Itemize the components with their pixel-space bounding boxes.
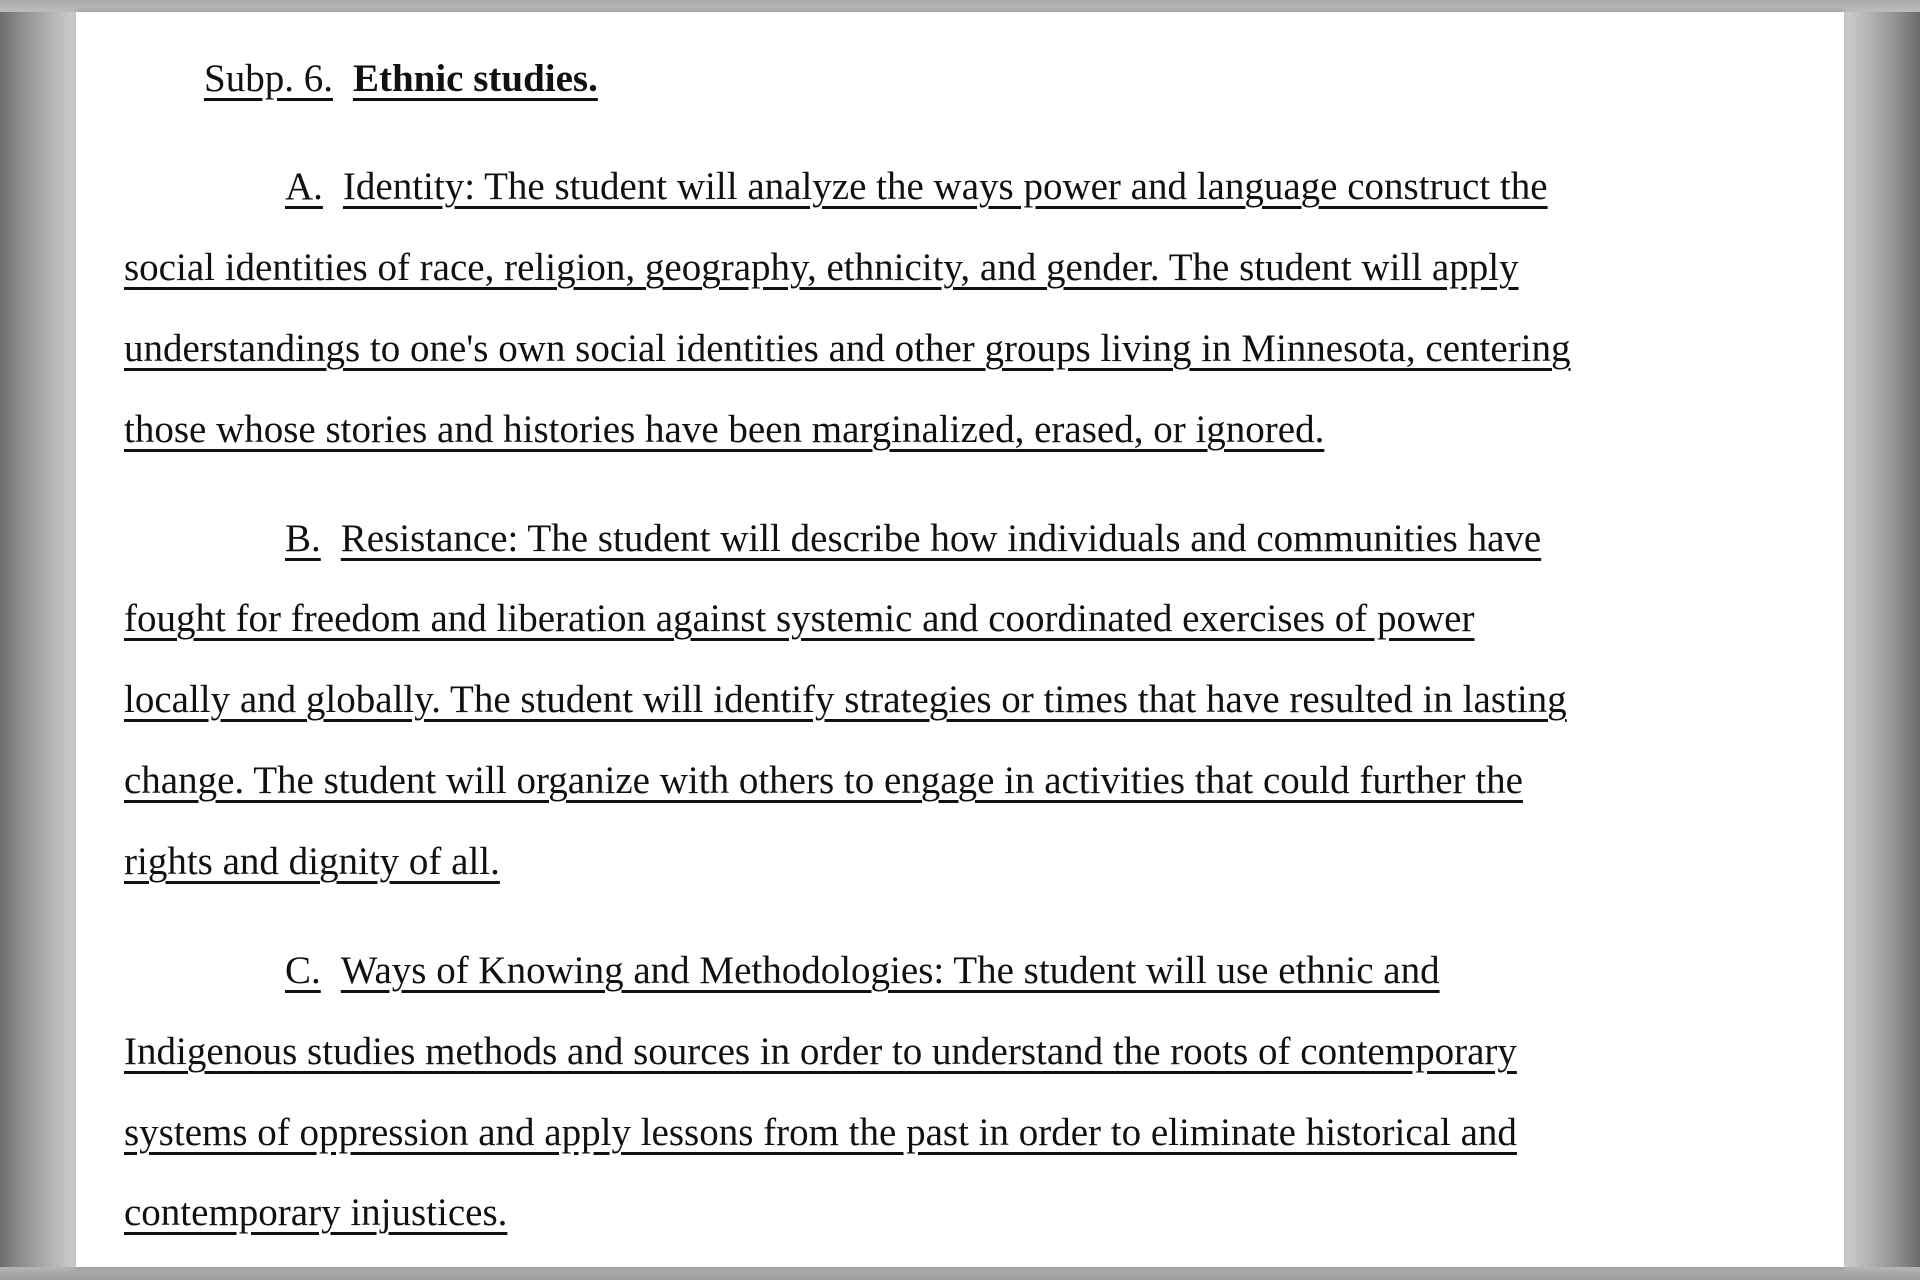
- subpart-heading: [204, 56, 598, 102]
- item-c-label: C.: [285, 949, 321, 992]
- document-page: [76, 12, 1844, 1267]
- background-frame-bottom: [0, 1267, 1920, 1280]
- item-c-line-2: Indigenous studies methods and sources in order to understand the roots of contemporary: [124, 1030, 1517, 1073]
- item-c-text: Ways of Knowing and Methodologies: The student will use ethnic and: [340, 949, 1440, 992]
- item-b-line-2: fought for freedom and liberation against systemic and coordinated exercises of power: [124, 597, 1475, 640]
- item-c-line-4: contemporary injustices.: [124, 1191, 508, 1234]
- item-b-line-4: change. The student will organize with others to engage in activities that could further the: [124, 759, 1523, 802]
- item-c-line-3: systems of oppression and apply lessons from the past in order to eliminate historical and: [124, 1111, 1517, 1154]
- background-frame-top: [0, 0, 1920, 12]
- item-b-line-1: [285, 516, 1541, 562]
- item-a-line-3: understandings to one's own social identities and other groups living in Minnesota, centering: [124, 327, 1571, 370]
- item-a-label: A.: [285, 165, 323, 208]
- item-a-text: Identity: The student will analyze the ways power and language construct the: [342, 165, 1548, 208]
- item-b-line-3: locally and globally. The student will identify strategies or times that have resulted in lasting: [124, 678, 1567, 721]
- item-a-line-4: those whose stories and histories have been marginalized, erased, or ignored.: [124, 408, 1325, 451]
- item-a-line-2: social identities of race, religion, geography, ethnicity, and gender. The student will apply: [124, 246, 1519, 289]
- item-b-line-5: rights and dignity of all.: [124, 840, 500, 883]
- item-a-line-1: [285, 164, 1548, 210]
- item-b-label: B.: [285, 517, 321, 560]
- subpart-title: Ethnic studies.: [352, 57, 598, 100]
- subpart-number: Subp. 6.: [204, 57, 333, 100]
- item-b-text: Resistance: The student will describe how individuals and communities have: [340, 517, 1542, 560]
- item-c-line-1: [285, 948, 1440, 994]
